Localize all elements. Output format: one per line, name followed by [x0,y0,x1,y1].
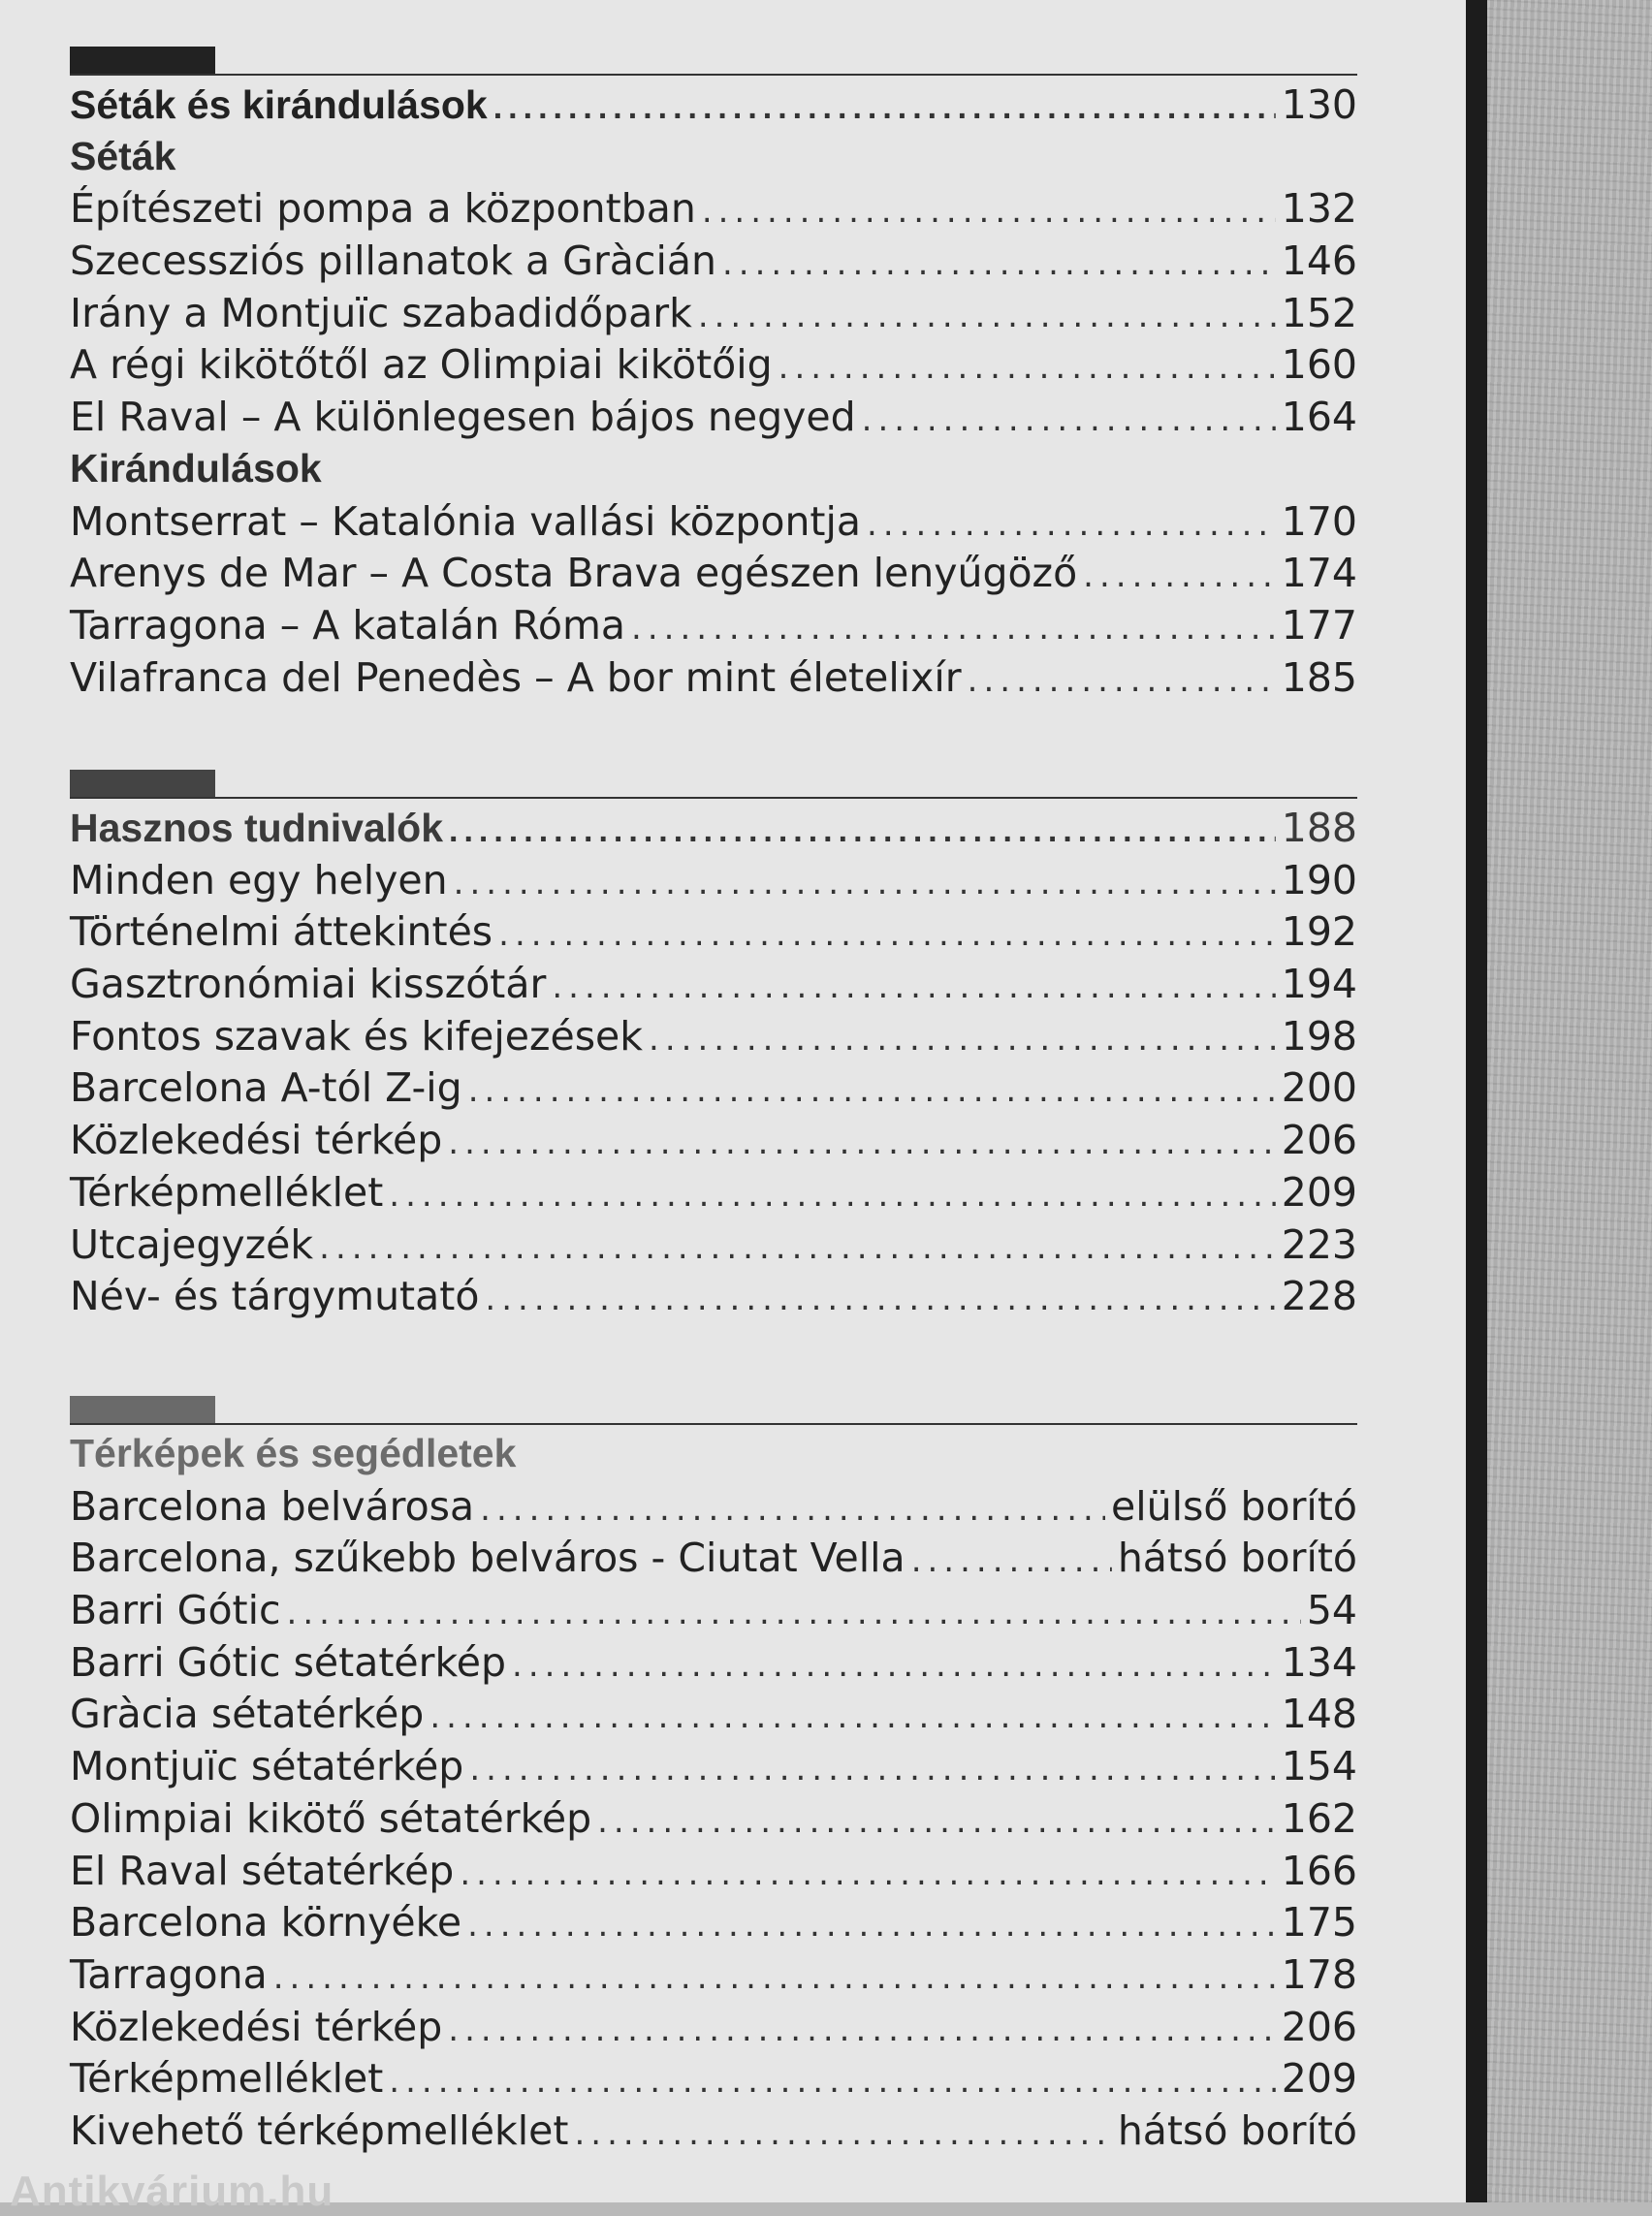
page-number: 134 [1281,1638,1357,1686]
dot-leader [498,915,1276,954]
page-number: 209 [1281,1168,1357,1216]
entry-title: Montjuïc sétatérkép [70,1743,464,1790]
entry-title: Térképmelléklet [70,2055,384,2103]
toc-entry [70,237,1357,290]
entry-title: Minden egy helyen [70,856,448,903]
dot-leader [454,864,1276,902]
dot-leader [460,1854,1275,1893]
entry-title: Gràcia sétatérkép [70,1691,425,1738]
entry-title: Vilafranca del Penedès – A bor mint életelixír [70,653,962,701]
dot-leader [574,2114,1111,2153]
dot-leader [867,505,1276,544]
page-number: 192 [1281,908,1357,956]
section-marker-bar [70,770,215,799]
toc-entry [70,1169,1357,1221]
subheading: Kirándulások [70,445,322,491]
section-header-rule [70,47,1357,76]
dot-leader [448,2010,1275,2049]
dot-leader [319,1228,1276,1267]
dot-leader [448,1124,1275,1162]
toc-group-excursions [70,498,1357,707]
dot-leader [862,400,1276,439]
page-number: elülső borító [1111,1482,1357,1530]
entry-title: Montserrat – Katalónia vallási központja [70,497,862,545]
entry-title: Barcelona környéke [70,1899,462,1947]
page-number: 170 [1281,497,1357,545]
toc-section-maps [70,1396,1357,2160]
entry-title: Utcajegyzék [70,1220,314,1268]
dot-leader [778,348,1276,387]
subheading: Séták [70,133,176,178]
page-number: 177 [1281,601,1357,649]
entry-title: Gasztronómiai kisszótár [70,961,547,1008]
entry-title: El Raval – A különlegesen bájos negyed [70,394,856,441]
toc-entry [70,1013,1357,1065]
dot-leader [649,1020,1276,1059]
entry-title: Irány a Montjuïc szabadidőpark [70,289,692,336]
page-number: 206 [1281,1117,1357,1164]
toc-entry [70,961,1357,1013]
page-number: 152 [1281,289,1357,336]
toc-entry [70,857,1357,909]
entry-title: Történelmi áttekintés [70,908,493,956]
watermark: Antikvárium.hu [10,2168,334,2215]
entry-title: Barri Gótic [70,1587,281,1634]
toc-entry [70,1117,1357,1169]
background-surface [1487,0,1652,2202]
toc-entry [70,1064,1357,1117]
page-number: 228 [1281,1273,1357,1320]
page-number: 54 [1306,1587,1357,1634]
toc-entry [70,498,1357,551]
page-number: 164 [1281,394,1357,441]
dot-leader [597,1802,1276,1841]
entry-title: Szecessziós pillanatok a Gràcián [70,237,716,285]
toc-section-title-row [70,805,1357,857]
dot-leader [493,89,1276,127]
page-number: 130 [1281,81,1357,128]
page-number: 188 [1281,805,1357,851]
section-header-rule [70,770,1357,799]
entry-title: El Raval sétatérkép [70,1847,455,1894]
toc-entry [70,1483,1357,1535]
page-number: 209 [1281,2055,1357,2103]
page-number: 206 [1281,2003,1357,2050]
dot-leader [968,661,1276,700]
dot-leader [1083,556,1276,595]
page-number: 178 [1281,1950,1357,1998]
page-number: 175 [1281,1899,1357,1947]
dot-leader [287,1594,1301,1632]
entry-title: Barcelona A-tól Z-ig [70,1064,462,1112]
entry-title: Barcelona belvárosa [70,1482,475,1530]
toc-entry [70,2107,1357,2160]
page-number: hátsó borító [1117,1535,1357,1582]
entry-title: A régi kikötőtől az Olimpiai kikötőig [70,341,773,389]
page-number: hátsó borító [1117,2106,1357,2154]
toc-entry [70,1273,1357,1325]
toc-entry [70,550,1357,602]
dot-leader [631,609,1276,648]
page-number: 160 [1281,341,1357,389]
page-number: 190 [1281,856,1357,903]
toc-entry [70,341,1357,394]
toc-entry [70,1535,1357,1587]
entry-title: Tarragona – A katalán Róma [70,601,626,649]
page-number: 198 [1281,1012,1357,1060]
toc-entry [70,1691,1357,1743]
page-number: 154 [1281,1743,1357,1790]
section-title: Térképek és segédletek [70,1431,517,1475]
page-number: 194 [1281,961,1357,1008]
toc-entry [70,394,1357,446]
section-title: Séták és kirándulások [70,82,488,127]
section-divider-line [70,797,1357,799]
entry-title: Név- és tárgymutató [70,1273,480,1320]
entry-title: Közlekedési térkép [70,2003,443,2050]
toc-entry [70,602,1357,654]
toc-entry [70,290,1357,342]
dot-leader [552,967,1275,1006]
dot-leader [512,1646,1276,1685]
dot-leader [911,1541,1112,1580]
toc-group-useful-info [70,857,1357,1325]
entry-title: Építészeti pompa a központban [70,185,696,233]
entry-title: Közlekedési térkép [70,1117,443,1164]
toc-group-walks [70,185,1357,445]
section-title: Hasznos tudnivalók [70,806,444,850]
toc-entry [70,1221,1357,1274]
toc-entry [70,1951,1357,2004]
dot-leader [485,1280,1275,1318]
entry-title: Tarragona [70,1950,268,1998]
section-divider-line [70,1423,1357,1425]
page-number: 132 [1281,185,1357,233]
toc-section-title-row [70,81,1357,134]
entry-title: Arenys de Mar – A Costa Brava egészen lenyűgöző [70,550,1078,597]
dot-leader [469,1750,1275,1789]
toc-entry [70,1587,1357,1639]
toc-entry [70,1743,1357,1795]
section-divider-line [70,74,1357,76]
toc-entry [70,1899,1357,1951]
toc-entry [70,185,1357,237]
dot-leader [449,812,1276,850]
section-marker-bar [70,47,215,76]
toc-entry [70,2055,1357,2107]
dot-leader [468,1071,1276,1110]
entry-title: Fontos szavak és kifejezések [70,1012,644,1060]
toc-group-maps [70,1483,1357,2160]
toc-entry [70,1639,1357,1692]
entry-title: Barcelona, szűkebb belváros - Ciutat Vella [70,1535,905,1582]
toc-entry [70,2004,1357,2056]
dot-leader [273,1958,1276,1997]
toc-entry [70,1795,1357,1848]
page-number: 148 [1281,1691,1357,1738]
section-marker-bar [70,1396,215,1425]
page-number: 200 [1281,1064,1357,1112]
page-number: 185 [1281,653,1357,701]
page-number: 166 [1281,1847,1357,1894]
dot-leader [389,1176,1275,1215]
toc-section-walks-excursions [70,47,1357,706]
dot-leader [722,244,1276,283]
page-number: 174 [1281,550,1357,597]
entry-title: Kivehető térképmelléklet [70,2106,569,2154]
toc-entry [70,908,1357,961]
dot-leader [698,297,1276,335]
dot-leader [389,2062,1275,2101]
toc-entry [70,1848,1357,1900]
toc-section-useful-info [70,770,1357,1325]
dot-leader [702,192,1276,231]
book-edge [1466,0,1487,2202]
toc-entry [70,654,1357,707]
dot-leader [480,1490,1105,1529]
entry-title: Barri Gótic sétatérkép [70,1638,507,1686]
entry-title: Olimpiai kikötő sétatérkép [70,1794,592,1842]
dot-leader [467,1906,1276,1945]
entry-title: Térképmelléklet [70,1168,384,1216]
dot-leader [429,1697,1275,1736]
page-number: 146 [1281,237,1357,285]
page-number: 162 [1281,1794,1357,1842]
section-header-rule [70,1396,1357,1425]
page-number: 223 [1281,1220,1357,1268]
